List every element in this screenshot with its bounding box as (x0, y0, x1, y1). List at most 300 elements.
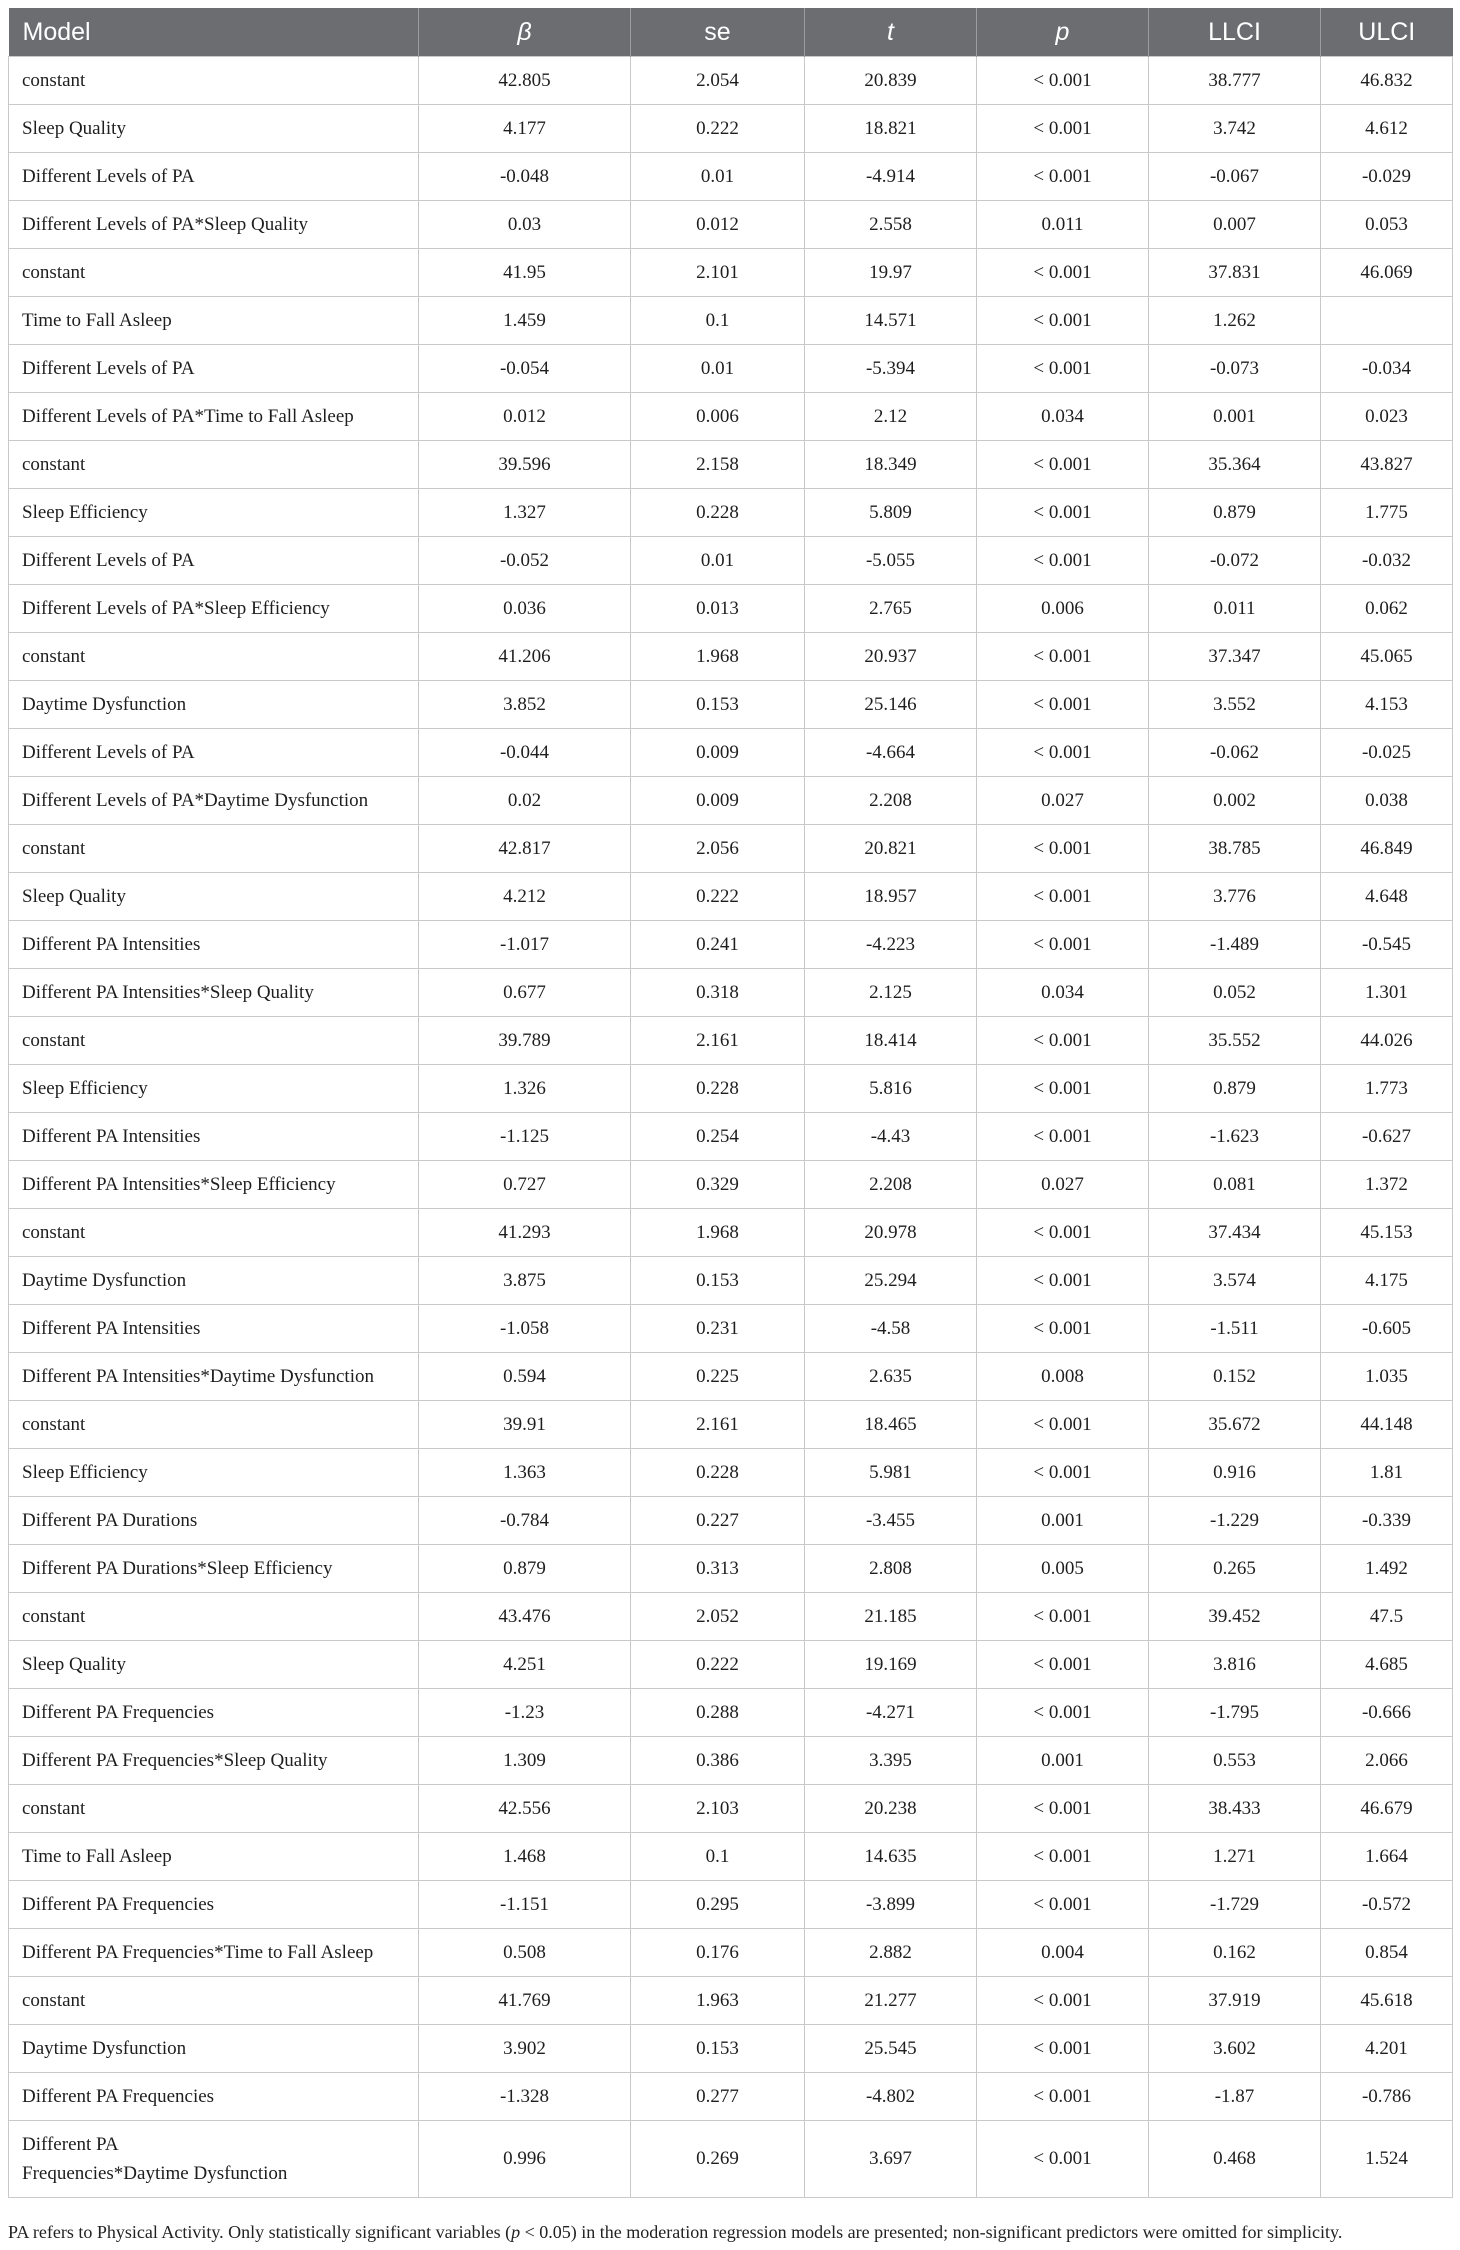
ulci-cell: 1.524 (1321, 2121, 1453, 2198)
se-cell: 2.158 (631, 441, 805, 489)
llci-cell: 0.162 (1149, 1929, 1321, 1977)
ulci-cell: 44.148 (1321, 1401, 1453, 1449)
header-llci: LLCI (1149, 8, 1321, 57)
table-row (9, 1881, 1453, 1929)
t-cell: 2.558 (805, 201, 977, 249)
table-row (9, 729, 1453, 777)
beta-cell: 42.817 (419, 825, 631, 873)
se-cell: 0.176 (631, 1929, 805, 1977)
beta-cell: 1.309 (419, 1737, 631, 1785)
footnote-text-1: PA refers to Physical Activity. Only statistically significant variables ( (8, 2222, 512, 2242)
p-cell: < 0.001 (977, 1209, 1149, 1257)
table-row (9, 681, 1453, 729)
table-row (9, 1257, 1453, 1305)
beta-cell: -0.052 (419, 537, 631, 585)
t-cell: 18.465 (805, 1401, 977, 1449)
p-cell: < 0.001 (977, 825, 1149, 873)
beta-cell: 3.852 (419, 681, 631, 729)
table-row (9, 633, 1453, 681)
t-cell: 19.97 (805, 249, 977, 297)
p-cell: 0.004 (977, 1929, 1149, 1977)
model-cell: constant (9, 633, 419, 681)
model-cell: Daytime Dysfunction (9, 681, 419, 729)
p-cell: < 0.001 (977, 249, 1149, 297)
t-cell: 18.957 (805, 873, 977, 921)
header-row (9, 8, 1453, 57)
t-cell: 2.635 (805, 1353, 977, 1401)
beta-cell: -0.048 (419, 153, 631, 201)
se-cell: 0.228 (631, 1449, 805, 1497)
se-cell: 0.231 (631, 1305, 805, 1353)
beta-cell: -1.328 (419, 2073, 631, 2121)
beta-cell: 3.875 (419, 1257, 631, 1305)
llci-cell: 0.001 (1149, 393, 1321, 441)
se-cell: 2.054 (631, 57, 805, 105)
beta-cell: -0.044 (419, 729, 631, 777)
t-cell: 20.978 (805, 1209, 977, 1257)
llci-cell: 0.265 (1149, 1545, 1321, 1593)
model-cell: Different PA Intensities (9, 921, 419, 969)
model-cell: constant (9, 249, 419, 297)
llci-cell: 39.452 (1149, 1593, 1321, 1641)
ulci-cell: 1.372 (1321, 1161, 1453, 1209)
p-cell: < 0.001 (977, 681, 1149, 729)
p-cell: < 0.001 (977, 57, 1149, 105)
table-row (9, 921, 1453, 969)
llci-cell: 0.007 (1149, 201, 1321, 249)
model-cell: constant (9, 825, 419, 873)
llci-cell: 37.347 (1149, 633, 1321, 681)
p-cell: < 0.001 (977, 1593, 1149, 1641)
se-cell: 0.254 (631, 1113, 805, 1161)
table-row (9, 57, 1453, 105)
llci-cell: 3.816 (1149, 1641, 1321, 1689)
se-cell: 0.153 (631, 681, 805, 729)
beta-cell: 42.805 (419, 57, 631, 105)
ulci-cell: 0.062 (1321, 585, 1453, 633)
ulci-cell: 46.849 (1321, 825, 1453, 873)
model-cell: Different PA Durations (9, 1497, 419, 1545)
model-cell: Different Levels of PA (9, 345, 419, 393)
model-cell: Different Levels of PA (9, 537, 419, 585)
ulci-cell: 1.775 (1321, 489, 1453, 537)
table-row (9, 1545, 1453, 1593)
beta-cell: 39.91 (419, 1401, 631, 1449)
t-cell: 2.882 (805, 1929, 977, 1977)
llci-cell: 37.919 (1149, 1977, 1321, 2025)
p-cell: < 0.001 (977, 873, 1149, 921)
llci-cell: 37.831 (1149, 249, 1321, 297)
p-cell: 0.011 (977, 201, 1149, 249)
ulci-cell: 46.832 (1321, 57, 1453, 105)
llci-cell: 0.002 (1149, 777, 1321, 825)
se-cell: 0.013 (631, 585, 805, 633)
moderation-regression-table (8, 8, 1453, 2198)
table-header (9, 8, 1453, 57)
p-cell: < 0.001 (977, 2121, 1149, 2198)
ulci-cell: 1.492 (1321, 1545, 1453, 1593)
t-cell: 14.571 (805, 297, 977, 345)
llci-cell: 35.552 (1149, 1017, 1321, 1065)
llci-cell: -0.067 (1149, 153, 1321, 201)
p-cell: < 0.001 (977, 1785, 1149, 1833)
model-cell: Different Levels of PA*Time to Fall Asleep (9, 393, 419, 441)
se-cell: 0.228 (631, 1065, 805, 1113)
model-cell: Different Levels of PA (9, 729, 419, 777)
beta-cell: 43.476 (419, 1593, 631, 1641)
se-cell: 2.052 (631, 1593, 805, 1641)
table-body (9, 57, 1453, 2198)
header-beta: β (419, 8, 631, 57)
t-cell: 20.839 (805, 57, 977, 105)
table-row (9, 585, 1453, 633)
p-cell: < 0.001 (977, 1065, 1149, 1113)
se-cell: 1.968 (631, 633, 805, 681)
llci-cell: -0.072 (1149, 537, 1321, 585)
ulci-cell: 45.618 (1321, 1977, 1453, 2025)
p-cell: 0.005 (977, 1545, 1149, 1593)
llci-cell: 3.552 (1149, 681, 1321, 729)
se-cell: 0.329 (631, 1161, 805, 1209)
llci-cell: 0.468 (1149, 2121, 1321, 2198)
beta-cell: 4.177 (419, 105, 631, 153)
beta-cell: -1.23 (419, 1689, 631, 1737)
t-cell: 20.238 (805, 1785, 977, 1833)
se-cell: 0.009 (631, 729, 805, 777)
t-cell: -4.802 (805, 2073, 977, 2121)
llci-cell: -1.511 (1149, 1305, 1321, 1353)
se-cell: 0.1 (631, 1833, 805, 1881)
beta-cell: -1.125 (419, 1113, 631, 1161)
llci-cell: 0.152 (1149, 1353, 1321, 1401)
llci-cell: -1.623 (1149, 1113, 1321, 1161)
p-cell: < 0.001 (977, 1881, 1149, 1929)
ulci-cell: -0.032 (1321, 537, 1453, 585)
t-cell: 25.294 (805, 1257, 977, 1305)
se-cell: 0.01 (631, 153, 805, 201)
p-cell: 0.006 (977, 585, 1149, 633)
llci-cell: -1.229 (1149, 1497, 1321, 1545)
beta-cell: 41.293 (419, 1209, 631, 1257)
llci-cell: 1.271 (1149, 1833, 1321, 1881)
beta-cell: 41.95 (419, 249, 631, 297)
beta-cell: -0.784 (419, 1497, 631, 1545)
beta-cell: 41.769 (419, 1977, 631, 2025)
ulci-cell: 46.069 (1321, 249, 1453, 297)
llci-cell: -1.729 (1149, 1881, 1321, 1929)
se-cell: 0.241 (631, 921, 805, 969)
beta-cell: 0.036 (419, 585, 631, 633)
beta-cell: 1.326 (419, 1065, 631, 1113)
model-cell: constant (9, 1209, 419, 1257)
t-cell: 14.635 (805, 1833, 977, 1881)
t-cell: -4.58 (805, 1305, 977, 1353)
beta-cell: -1.058 (419, 1305, 631, 1353)
table-footnote (8, 2222, 1342, 2243)
llci-cell: 35.364 (1149, 441, 1321, 489)
table-row (9, 1641, 1453, 1689)
t-cell: -3.899 (805, 1881, 977, 1929)
table-row (9, 2025, 1453, 2073)
beta-cell: 0.508 (419, 1929, 631, 1977)
table-row (9, 2121, 1453, 2198)
beta-cell: 0.594 (419, 1353, 631, 1401)
model-cell: Different PA Intensities (9, 1113, 419, 1161)
table-row (9, 1689, 1453, 1737)
p-cell: 0.034 (977, 969, 1149, 1017)
table-row (9, 969, 1453, 1017)
llci-cell: 3.742 (1149, 105, 1321, 153)
header-ulci: ULCI (1321, 8, 1453, 57)
ulci-cell: 1.773 (1321, 1065, 1453, 1113)
model-cell: constant (9, 1401, 419, 1449)
se-cell: 0.318 (631, 969, 805, 1017)
p-cell: < 0.001 (977, 1977, 1149, 2025)
llci-cell: 0.916 (1149, 1449, 1321, 1497)
ulci-cell: 4.175 (1321, 1257, 1453, 1305)
beta-cell: 1.363 (419, 1449, 631, 1497)
ulci-cell: 46.679 (1321, 1785, 1453, 1833)
beta-cell: 39.596 (419, 441, 631, 489)
se-cell: 0.009 (631, 777, 805, 825)
table-row (9, 345, 1453, 393)
table-row (9, 153, 1453, 201)
ulci-cell: 0.854 (1321, 1929, 1453, 1977)
ulci-cell: -0.029 (1321, 153, 1453, 201)
se-cell: 0.313 (631, 1545, 805, 1593)
table-row (9, 1977, 1453, 2025)
ulci-cell: 47.5 (1321, 1593, 1453, 1641)
beta-cell: 0.879 (419, 1545, 631, 1593)
p-cell: < 0.001 (977, 2073, 1149, 2121)
table-row (9, 489, 1453, 537)
p-cell: 0.001 (977, 1737, 1149, 1785)
t-cell: 21.277 (805, 1977, 977, 2025)
llci-cell: 0.553 (1149, 1737, 1321, 1785)
model-cell: Different PA Frequencies (9, 2073, 419, 2121)
beta-cell: 0.02 (419, 777, 631, 825)
t-cell: -4.914 (805, 153, 977, 201)
table-row (9, 825, 1453, 873)
table-row (9, 1353, 1453, 1401)
ulci-cell (1321, 297, 1453, 345)
t-cell: -3.455 (805, 1497, 977, 1545)
se-cell: 0.227 (631, 1497, 805, 1545)
model-cell: Sleep Quality (9, 873, 419, 921)
p-cell: < 0.001 (977, 441, 1149, 489)
llci-cell: 37.434 (1149, 1209, 1321, 1257)
beta-cell: 4.212 (419, 873, 631, 921)
table-row (9, 1305, 1453, 1353)
ulci-cell: 0.038 (1321, 777, 1453, 825)
beta-cell: 1.327 (419, 489, 631, 537)
footnote-p-symbol: p (511, 2222, 521, 2242)
ulci-cell: -0.786 (1321, 2073, 1453, 2121)
se-cell: 2.056 (631, 825, 805, 873)
model-cell: constant (9, 1593, 419, 1641)
se-cell: 0.012 (631, 201, 805, 249)
model-cell: Different Levels of PA*Daytime Dysfunction (9, 777, 419, 825)
model-cell: Time to Fall Asleep (9, 297, 419, 345)
ulci-cell: -0.627 (1321, 1113, 1453, 1161)
se-cell: 0.269 (631, 2121, 805, 2198)
p-cell: 0.001 (977, 1497, 1149, 1545)
se-cell: 0.01 (631, 345, 805, 393)
t-cell: 5.809 (805, 489, 977, 537)
t-cell: 2.808 (805, 1545, 977, 1593)
model-cell: Sleep Efficiency (9, 489, 419, 537)
beta-cell: 39.789 (419, 1017, 631, 1065)
p-cell: 0.027 (977, 1161, 1149, 1209)
table-row (9, 1161, 1453, 1209)
se-cell: 0.228 (631, 489, 805, 537)
p-cell: < 0.001 (977, 1113, 1149, 1161)
t-cell: -5.055 (805, 537, 977, 585)
model-cell: constant (9, 441, 419, 489)
table-container (8, 8, 1452, 2198)
llci-cell: -1.795 (1149, 1689, 1321, 1737)
model-cell: Different PA Intensities*Sleep Efficiency (9, 1161, 419, 1209)
model-cell: Time to Fall Asleep (9, 1833, 419, 1881)
p-cell: < 0.001 (977, 1257, 1149, 1305)
se-cell: 0.153 (631, 2025, 805, 2073)
beta-cell: 0.03 (419, 201, 631, 249)
p-cell: 0.008 (977, 1353, 1149, 1401)
ulci-cell: -0.339 (1321, 1497, 1453, 1545)
p-cell: < 0.001 (977, 153, 1149, 201)
se-cell: 0.277 (631, 2073, 805, 2121)
ulci-cell: 2.066 (1321, 1737, 1453, 1785)
model-cell: constant (9, 1977, 419, 2025)
model-cell: Different PA Durations*Sleep Efficiency (9, 1545, 419, 1593)
t-cell: 2.125 (805, 969, 977, 1017)
model-cell: Different PA Frequencies (9, 1689, 419, 1737)
ulci-cell: 1.81 (1321, 1449, 1453, 1497)
model-cell: Sleep Quality (9, 1641, 419, 1689)
table-row (9, 1113, 1453, 1161)
header-model: Model (9, 8, 419, 57)
model-cell: constant (9, 57, 419, 105)
se-cell: 0.295 (631, 1881, 805, 1929)
ulci-cell: -0.025 (1321, 729, 1453, 777)
p-cell: < 0.001 (977, 921, 1149, 969)
model-cell: Different Levels of PA*Sleep Efficiency (9, 585, 419, 633)
model-cell: Different Levels of PA*Sleep Quality (9, 201, 419, 249)
table-row (9, 1209, 1453, 1257)
ulci-cell: 45.153 (1321, 1209, 1453, 1257)
model-cell: Different Levels of PA (9, 153, 419, 201)
p-cell: < 0.001 (977, 1689, 1149, 1737)
llci-cell: -1.489 (1149, 921, 1321, 969)
table-row (9, 1401, 1453, 1449)
llci-cell: 3.574 (1149, 1257, 1321, 1305)
table-row (9, 1833, 1453, 1881)
ulci-cell: 0.023 (1321, 393, 1453, 441)
table-row (9, 393, 1453, 441)
model-cell: Different PA Intensities (9, 1305, 419, 1353)
p-cell: < 0.001 (977, 297, 1149, 345)
beta-cell: 0.012 (419, 393, 631, 441)
se-cell: 0.222 (631, 873, 805, 921)
ulci-cell: -0.572 (1321, 1881, 1453, 1929)
ulci-cell: 1.301 (1321, 969, 1453, 1017)
se-cell: 2.103 (631, 1785, 805, 1833)
t-cell: -4.43 (805, 1113, 977, 1161)
beta-cell: 42.556 (419, 1785, 631, 1833)
header-t: t (805, 8, 977, 57)
model-cell: constant (9, 1785, 419, 1833)
t-cell: 18.349 (805, 441, 977, 489)
p-cell: 0.034 (977, 393, 1149, 441)
t-cell: -4.271 (805, 1689, 977, 1737)
ulci-cell: 4.201 (1321, 2025, 1453, 2073)
table-row (9, 1497, 1453, 1545)
llci-cell: 0.011 (1149, 585, 1321, 633)
header-se: se (631, 8, 805, 57)
ulci-cell: 4.612 (1321, 105, 1453, 153)
table-row (9, 1017, 1453, 1065)
p-cell: < 0.001 (977, 1833, 1149, 1881)
beta-cell: 1.459 (419, 297, 631, 345)
se-cell: 0.01 (631, 537, 805, 585)
beta-cell: 1.468 (419, 1833, 631, 1881)
beta-cell: 3.902 (419, 2025, 631, 2073)
p-cell: < 0.001 (977, 537, 1149, 585)
model-cell: Different PA Frequencies (9, 1881, 419, 1929)
p-cell: < 0.001 (977, 489, 1149, 537)
llci-cell: 38.433 (1149, 1785, 1321, 1833)
t-cell: -5.394 (805, 345, 977, 393)
llci-cell: -0.073 (1149, 345, 1321, 393)
table-row (9, 297, 1453, 345)
model-cell: Sleep Efficiency (9, 1065, 419, 1113)
beta-cell: -0.054 (419, 345, 631, 393)
table-row (9, 105, 1453, 153)
llci-cell: 38.777 (1149, 57, 1321, 105)
llci-cell: 38.785 (1149, 825, 1321, 873)
se-cell: 0.288 (631, 1689, 805, 1737)
t-cell: 2.208 (805, 777, 977, 825)
ulci-cell: -0.666 (1321, 1689, 1453, 1737)
beta-cell: -1.017 (419, 921, 631, 969)
t-cell: 18.821 (805, 105, 977, 153)
header-p: p (977, 8, 1149, 57)
model-cell: Sleep Efficiency (9, 1449, 419, 1497)
table-row (9, 441, 1453, 489)
beta-cell: 0.996 (419, 2121, 631, 2198)
t-cell: 2.208 (805, 1161, 977, 1209)
model-cell: Different PA Frequencies*Daytime Dysfunction (9, 2121, 419, 2198)
p-cell: < 0.001 (977, 1017, 1149, 1065)
p-cell: < 0.001 (977, 633, 1149, 681)
t-cell: 3.395 (805, 1737, 977, 1785)
footnote-text-2: < 0.05) in the moderation regression models are presented; non-significant predictors were omitted for simplicity. (520, 2222, 1343, 2242)
se-cell: 0.222 (631, 105, 805, 153)
t-cell: 21.185 (805, 1593, 977, 1641)
model-cell: Different PA Intensities*Sleep Quality (9, 969, 419, 1017)
beta-cell: 4.251 (419, 1641, 631, 1689)
table-row (9, 249, 1453, 297)
table-row (9, 1737, 1453, 1785)
ulci-cell: -0.605 (1321, 1305, 1453, 1353)
se-cell: 1.963 (631, 1977, 805, 2025)
p-cell: < 0.001 (977, 1401, 1149, 1449)
se-cell: 0.386 (631, 1737, 805, 1785)
model-cell: Daytime Dysfunction (9, 1257, 419, 1305)
table-row (9, 873, 1453, 921)
p-cell: < 0.001 (977, 1641, 1149, 1689)
t-cell: 3.697 (805, 2121, 977, 2198)
